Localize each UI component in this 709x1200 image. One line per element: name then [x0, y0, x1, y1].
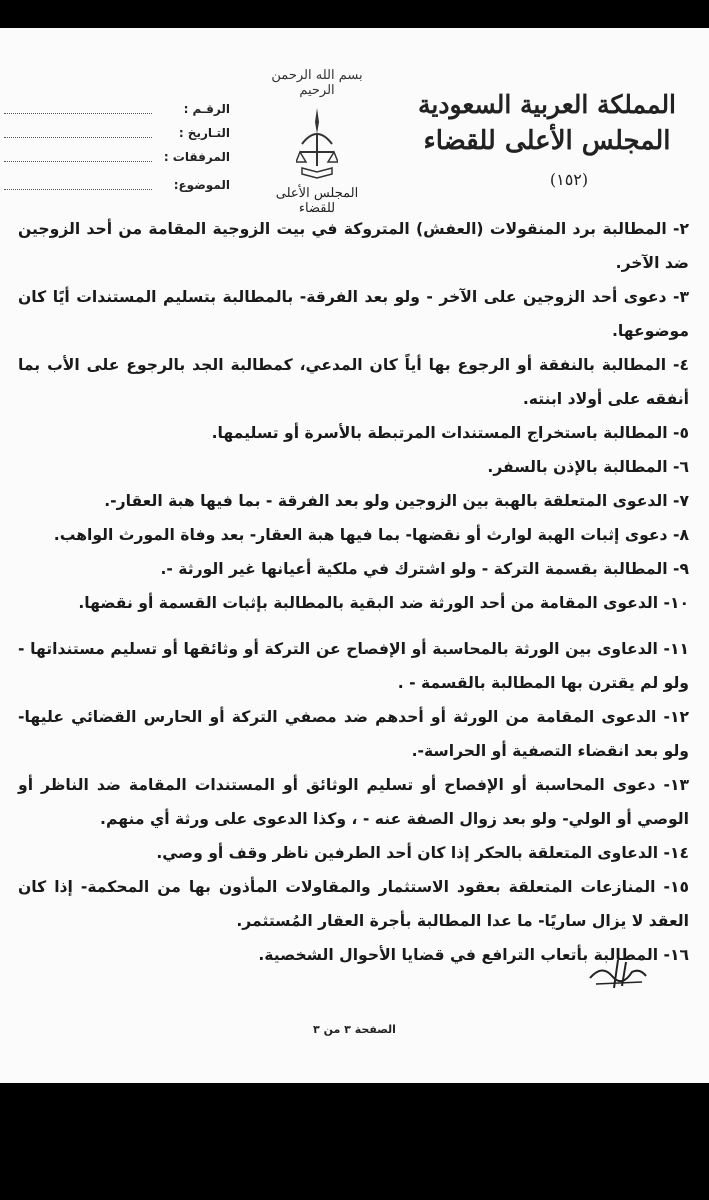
document-body — [18, 212, 689, 972]
status-bar — [0, 0, 709, 28]
list-item: ١٥- المنازعات المتعلقة بعقود الاستثمار والمقاولات المأذون بها من المحكمة- إذا كان العقد لا يزال ساريًا- ما عدا المطالبة بأجرة العقار المُستثمر. — [18, 878, 689, 930]
form-code: (١٥٢) — [549, 170, 589, 189]
list-item: ١٤- الدعاوى المتعلقة بالحكر إذا كان أحد الطرفين ناظر وقف أو وصي. — [156, 844, 689, 862]
basmala: بسم الله الرحمن الرحيم — [271, 68, 363, 98]
bottom-bar — [0, 1083, 709, 1200]
emblem-icon — [296, 104, 338, 182]
list-item: ٧- الدعوى المتعلقة بالهبة بين الزوجين ولو بعد الفرقة - بما فيها هبة العقار-. — [104, 492, 689, 510]
list-item: ٣- دعوى أحد الزوجين على الآخر - ولو بعد الفرقة- بالمطالبة بتسليم المستندات أيًا كان موضوعها. — [18, 288, 689, 340]
list-item: ٦- المطالبة بالإذن بالسفر. — [487, 458, 689, 476]
number-field: الرقـم : — [0, 102, 230, 118]
emblem-caption: المجلس الأعلى للقضاء — [275, 186, 359, 216]
list-item: ١٢- الدعوى المقامة من الورثة أو أحدهم ضد مصفي التركة أو الحارس القضائي عليها- ولو بعد انقضاء التصفية أو الحراسة-. — [18, 708, 689, 760]
attachments-field: المرفقات : — [0, 150, 230, 166]
kingdom-title: المملكة العربية السعودية — [417, 90, 677, 119]
signature-mark — [588, 958, 650, 990]
list-item: ٢- المطالبة برد المنقولات (العفش) المتروكة في بيت الزوجية المقامة من أحد الزوجين ضد الآخر. — [18, 220, 689, 272]
list-item: ٩- المطالبة بقسمة التركة - ولو اشترك في ملكية أعيانها غير الورثة -. — [160, 560, 689, 578]
list-item: ٥- المطالبة باستخراج المستندات المرتبطة بالأسرة أو تسليمها. — [211, 424, 689, 442]
subject-field: الموضوع: — [0, 178, 230, 194]
list-item: ١٠- الدعوى المقامة من أحد الورثة ضد البقية بالمطالبة بإثبات القسمة أو نقضها. — [78, 594, 689, 612]
date-field: التـاريخ : — [0, 126, 230, 142]
document-page — [0, 28, 709, 1083]
council-title: المجلس الأعلى للقضاء — [423, 126, 671, 156]
page-number: الصفحة ٣ من ٣ — [313, 1023, 396, 1036]
list-item: ١٣- دعوى المحاسبة أو الإفصاح أو تسليم الوثائق أو المستندات المقامة ضد الناظر أو الوصي أو الولي- ولو بعد زوال الصفة عنه - ، وكذا الدعوى على ورثة أي منهم. — [18, 776, 689, 828]
list-item: ٨- دعوى إثبات الهبة لوارث أو نقضها- بما فيها هبة العقار- بعد وفاة المورث الواهب. — [53, 526, 689, 544]
list-item: ٤- المطالبة بالنفقة أو الرجوع بها أياً كان المدعي، كمطالبة الجد بالرجوع على الأب بما أنفقه على أولاد ابنته. — [18, 356, 689, 408]
list-item: ١١- الدعاوى بين الورثة بالمحاسبة أو الإفصاح عن التركة أو وثائقها أو تسليم مستنداتها - ولو لم يقترن بها المطالبة بالقسمة - . — [18, 640, 689, 692]
list-item: ١٦- المطالبة بأتعاب الترافع في قضايا الأحوال الشخصية. — [258, 946, 689, 964]
